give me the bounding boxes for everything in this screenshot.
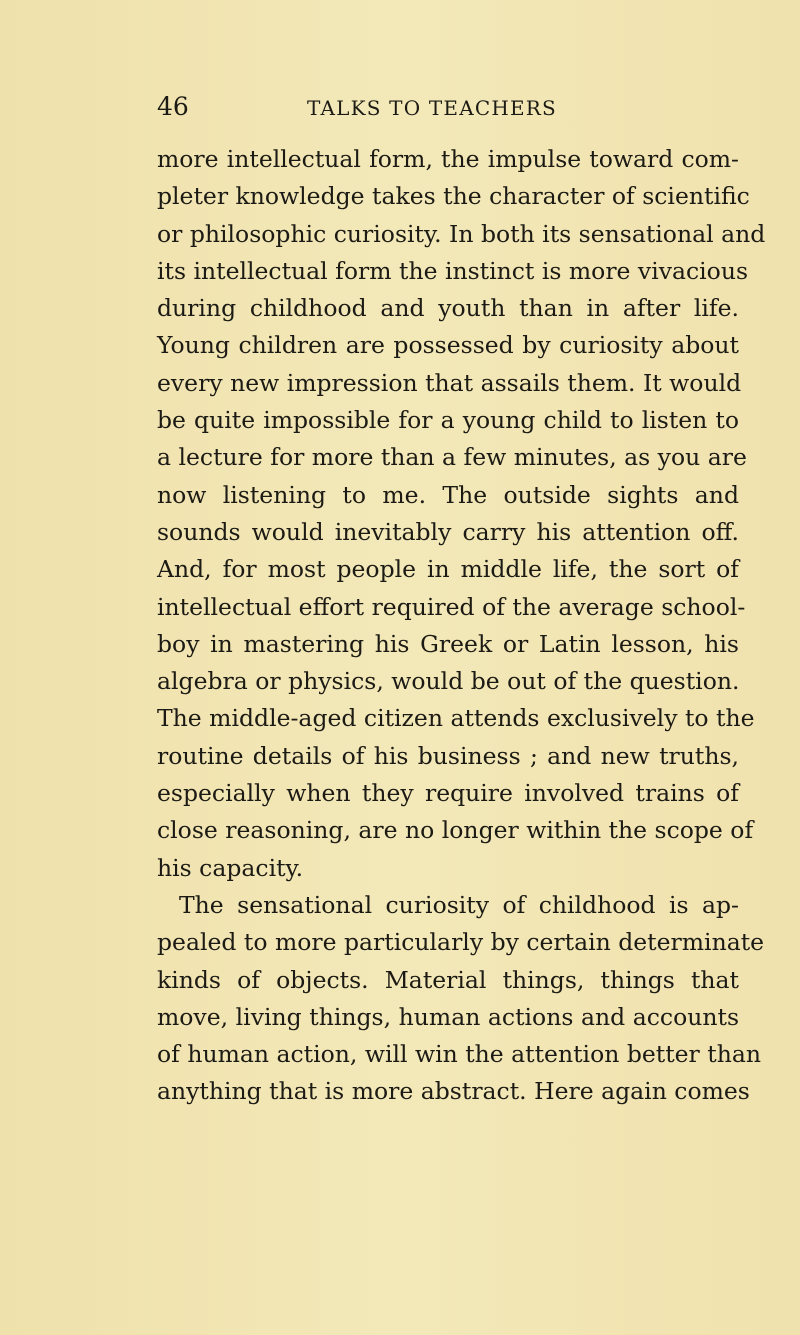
text-line: move, living things, human actions and accounts	[157, 1002, 739, 1031]
running-head	[157, 92, 739, 126]
paragraph-start-line: The sensational curiosity of childhood is ap-	[179, 890, 739, 919]
running-title: TALKS TO TEACHERS	[307, 96, 557, 120]
text-line: sounds would inevitably carry his attention off.	[157, 517, 739, 546]
text-line: be quite impossible for a young child to listen to	[157, 406, 739, 435]
text-line: intellectual effort required of the average school-	[157, 592, 746, 621]
body-text	[157, 141, 766, 1111]
text-line: The middle-aged citizen attends exclusively to the	[157, 704, 755, 733]
text-line: algebra or physics, would be out of the question.	[157, 667, 740, 696]
text-line: pleter knowledge takes the character of scientific	[157, 182, 750, 211]
text-line: And, for most people in middle life, the sort of	[157, 555, 739, 584]
text-line: its intellectual form the instinct is more vivacious	[157, 256, 749, 285]
text-line: more intellectual form, the impulse toward com-	[157, 145, 739, 173]
text-line: or philosophic curiosity. In both its sensational and	[157, 219, 766, 248]
text-line: kinds of objects. Material things, things that	[157, 965, 739, 994]
text-line: a lecture for more than a few minutes, as you are	[157, 443, 747, 472]
text-line: during childhood and youth than in after life.	[157, 294, 739, 323]
text-line: anything that is more abstract. Here again comes	[157, 1077, 750, 1106]
text-line: Young children are possessed by curiosity about	[157, 331, 739, 360]
paragraph-end-line: his capacity.	[157, 853, 304, 882]
text-line: boy in mastering his Greek or Latin lesson, his	[157, 629, 739, 658]
text-line: routine details of his business ; and new truths,	[157, 741, 739, 770]
text-line: especially when they require involved trains of	[157, 779, 739, 808]
text-line: of human action, will win the attention better than	[157, 1040, 761, 1069]
page-number: 46	[157, 92, 189, 121]
text-line: now listening to me. The outside sights and	[157, 480, 739, 509]
text-line: every new impression that assails them. It would	[157, 368, 742, 397]
text-line: close reasoning, are no longer within the scope of	[157, 816, 754, 845]
text-line: pealed to more particularly by certain determinate	[157, 928, 765, 957]
